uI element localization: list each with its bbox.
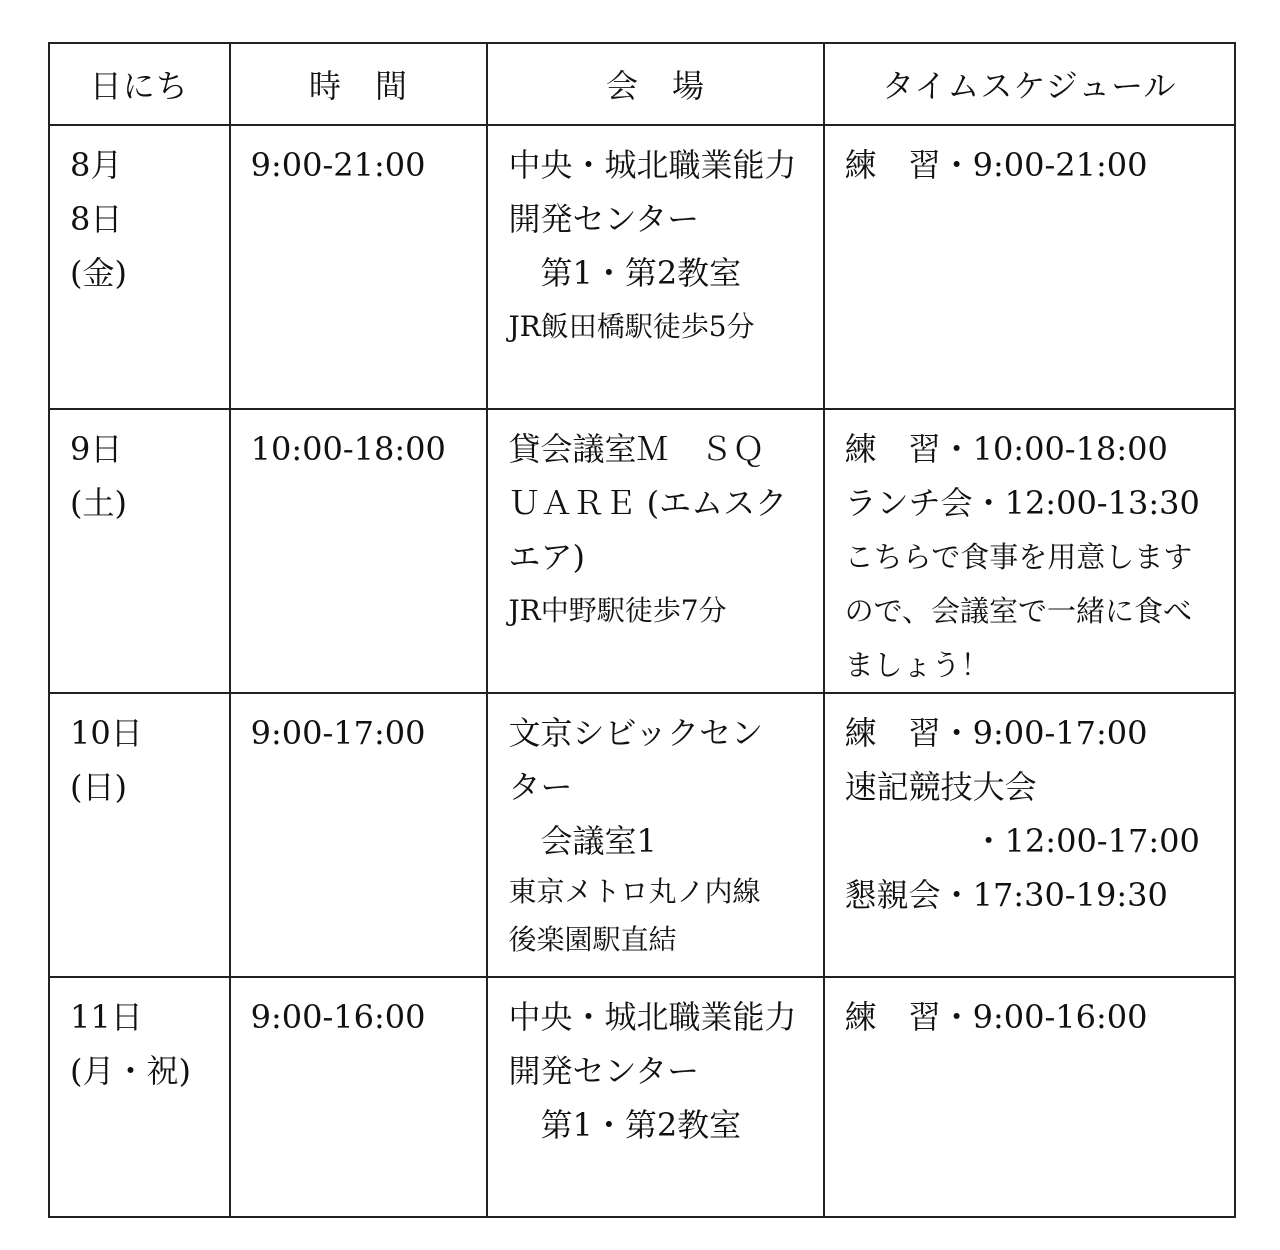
venue-line: ＵＡＲＥ (エムスク bbox=[508, 484, 788, 522]
date-line: (土) bbox=[70, 484, 127, 522]
venue-line: 第1・第2教室 bbox=[508, 254, 742, 292]
schedule-line: 練 習・9:00-21:00 bbox=[844, 146, 1148, 184]
access-text: 東京メトロ丸ノ内線 後楽園駅直結 bbox=[508, 875, 761, 956]
time-cell bbox=[230, 977, 488, 1217]
venue-line: 会議室1 bbox=[508, 822, 657, 860]
schedule-line: 練 習・10:00-18:00 bbox=[844, 430, 1168, 468]
schedule-line: ・12:00-17:00 bbox=[844, 822, 1200, 860]
venue-line: 中央・城北職業能力 bbox=[508, 146, 797, 184]
venue-line: 第1・第2教室 bbox=[508, 1106, 742, 1144]
schedule-line: ので、会議室で一緒に食べ bbox=[844, 594, 1192, 628]
date-cell bbox=[49, 693, 230, 977]
header-row bbox=[49, 43, 1235, 125]
date-line: 8月 bbox=[70, 146, 123, 184]
schedule-cell bbox=[824, 409, 1235, 693]
date-line: (金) bbox=[70, 254, 127, 292]
schedule-line: 練 習・9:00-16:00 bbox=[844, 998, 1148, 1036]
time-text: 10:00-18:00 bbox=[250, 430, 446, 468]
schedule-line: 懇親会・17:30-19:30 bbox=[844, 876, 1168, 914]
access-text: JR中野駅徒歩7分 bbox=[508, 594, 727, 627]
time-text: 9:00-16:00 bbox=[250, 998, 426, 1036]
table-row bbox=[49, 693, 1235, 977]
schedule-line: こちらで食事を用意します bbox=[844, 540, 1193, 574]
venue-line: 開発センター bbox=[508, 200, 700, 238]
venue-line: エア) bbox=[508, 538, 585, 576]
header-schedule: タイムスケジュール bbox=[824, 43, 1235, 125]
date-line: 10日 bbox=[70, 714, 143, 752]
schedule-line: 練 習・9:00-17:00 bbox=[844, 714, 1148, 752]
venue-line: 開発センター bbox=[508, 1052, 700, 1090]
date-cell bbox=[49, 125, 230, 409]
venue-line: 文京シビックセン bbox=[508, 714, 764, 752]
venue-line: ター bbox=[508, 768, 573, 806]
venue-cell bbox=[487, 409, 823, 693]
access-text: JR飯田橋駅徒歩5分 bbox=[508, 310, 755, 343]
table-row bbox=[49, 409, 1235, 693]
schedule-line: 速記競技大会 bbox=[844, 768, 1037, 806]
time-text: 9:00-17:00 bbox=[250, 714, 426, 752]
schedule-cell bbox=[824, 693, 1235, 977]
time-cell bbox=[230, 409, 488, 693]
time-cell bbox=[230, 693, 488, 977]
time-cell bbox=[230, 125, 488, 409]
date-cell bbox=[49, 409, 230, 693]
venue-cell bbox=[487, 693, 823, 977]
schedule-cell bbox=[824, 125, 1235, 409]
date-line: 11日 bbox=[70, 998, 143, 1036]
table-row bbox=[49, 977, 1235, 1217]
time-text: 9:00-21:00 bbox=[250, 146, 426, 184]
venue-line: 中央・城北職業能力 bbox=[508, 998, 797, 1036]
header-venue: 会 場 bbox=[487, 43, 823, 125]
schedule-line: ランチ会・12:00-13:30 bbox=[844, 484, 1200, 522]
table-row bbox=[49, 125, 1235, 409]
venue-cell bbox=[487, 977, 823, 1217]
venue-line: 貸会議室Ｍ ＳＱ bbox=[508, 430, 765, 468]
date-line: (日) bbox=[70, 768, 127, 806]
date-line: 9日 bbox=[70, 430, 123, 468]
date-cell bbox=[49, 977, 230, 1217]
venue-cell bbox=[487, 125, 823, 409]
date-line: (月・祝) bbox=[70, 1052, 191, 1090]
schedule-table bbox=[48, 42, 1236, 1218]
date-line: 8日 bbox=[70, 200, 123, 238]
schedule-line: ましょう！ bbox=[844, 648, 990, 682]
header-date: 日にち bbox=[49, 43, 230, 125]
header-time: 時 間 bbox=[230, 43, 488, 125]
schedule-cell bbox=[824, 977, 1235, 1217]
